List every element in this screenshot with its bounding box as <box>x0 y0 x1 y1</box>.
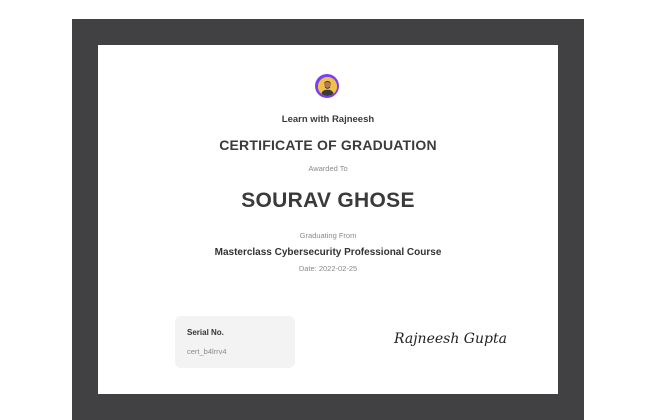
recipient-name: SOURAV GHOSE <box>241 189 415 212</box>
avatar-face <box>318 77 337 96</box>
serial-number-label: Serial No. <box>187 328 224 337</box>
organization-name: Learn with Rajneesh <box>281 114 375 125</box>
serial-number-value: cert_b4lrrv4 <box>187 347 227 356</box>
certificate-card <box>98 45 558 394</box>
graduation-date: Date: 2022-02-25 <box>298 264 358 273</box>
course-name: Masterclass Cybersecurity Professional Course <box>214 247 442 258</box>
certificate-title: CERTIFICATE OF GRADUATION <box>219 137 437 153</box>
signature: Rajneesh Gupta <box>394 331 507 347</box>
graduating-from-label: Graduating From <box>299 231 357 240</box>
awarded-to-label: Awarded To <box>308 164 348 173</box>
serial-number-box <box>175 316 295 368</box>
avatar-photo-icon <box>315 74 339 98</box>
